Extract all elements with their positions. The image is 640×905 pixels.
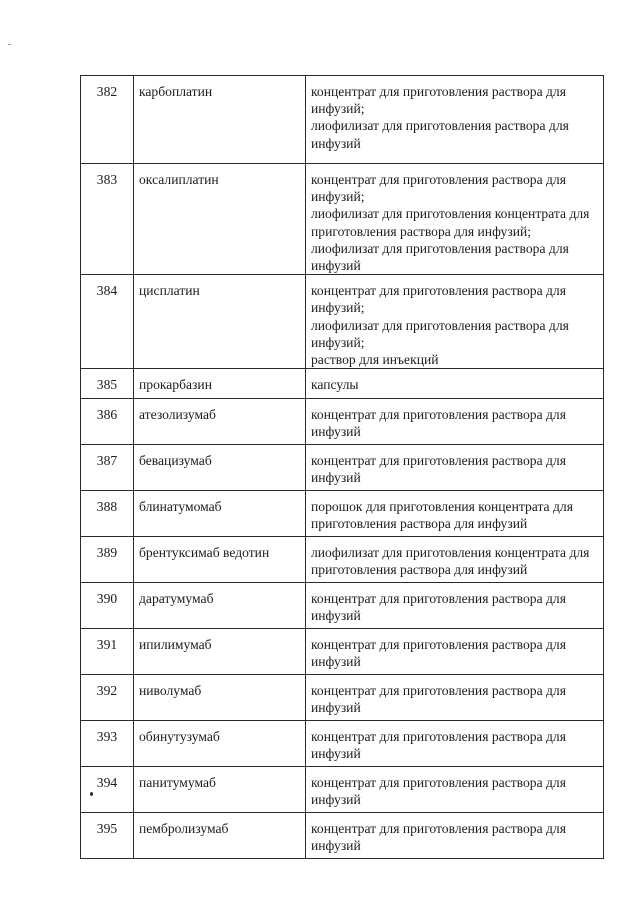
dosage-form: лиофилизат для приготовления раствора для инфузий; xyxy=(311,317,569,350)
drug-name: обинутузумаб xyxy=(134,721,306,767)
dosage-form: концентрат для приготовления раствора для инфузий xyxy=(311,775,566,808)
dosage-forms xyxy=(306,537,604,583)
dosage-form: лиофилизат для приготовления концентрата для приготовления раствора для инфузий; xyxy=(311,206,590,239)
dosage-form: концентрат для приготовления раствора для инфузий xyxy=(311,637,566,670)
scan-dot xyxy=(90,792,93,796)
drug-name: ипилимумаб xyxy=(134,629,306,675)
table-row xyxy=(81,491,604,537)
table-row xyxy=(81,76,604,164)
table-row xyxy=(81,721,604,767)
row-number: 391 xyxy=(81,629,134,675)
dosage-form: концентрат для приготовления раствора для инфузий; xyxy=(311,172,566,205)
dosage-form: лиофилизат для приготовления раствора для инфузий xyxy=(311,240,569,274)
drug-name: атезолизумаб xyxy=(134,399,306,445)
row-number: 389 xyxy=(81,537,134,583)
dosage-form: лиофилизат для приготовления концентрата для приготовления раствора для инфузий xyxy=(311,545,590,578)
table-row xyxy=(81,813,604,859)
dosage-form: концентрат для приготовления раствора для инфузий; xyxy=(311,283,566,316)
table-row xyxy=(81,164,604,275)
table-row xyxy=(81,583,604,629)
dosage-form: концентрат для приготовления раствора для инфузий; xyxy=(311,84,566,117)
drug-name: панитумумаб xyxy=(134,767,306,813)
drug-name: цисплатин xyxy=(134,275,306,369)
dosage-forms xyxy=(306,721,604,767)
dosage-forms xyxy=(306,275,604,369)
drug-name: блинатумомаб xyxy=(134,491,306,537)
table-row xyxy=(81,399,604,445)
table-row xyxy=(81,767,604,813)
row-number: 390 xyxy=(81,583,134,629)
dosage-forms xyxy=(306,675,604,721)
dosage-forms xyxy=(306,491,604,537)
drug-name: пембролизумаб xyxy=(134,813,306,859)
row-number: 384 xyxy=(81,275,134,369)
dosage-form: концентрат для приготовления раствора для инфузий xyxy=(311,729,566,762)
dosage-forms xyxy=(306,369,604,399)
table-row xyxy=(81,369,604,399)
drug-name: даратумумаб xyxy=(134,583,306,629)
row-number: 392 xyxy=(81,675,134,721)
table-row xyxy=(81,445,604,491)
dosage-form: раствор для инъекций xyxy=(311,352,439,368)
row-number: 395 xyxy=(81,813,134,859)
row-number: 386 xyxy=(81,399,134,445)
row-number: 394 xyxy=(81,767,134,813)
drug-name: карбоплатин xyxy=(134,76,306,164)
scan-artifact xyxy=(8,44,11,45)
table-row xyxy=(81,629,604,675)
dosage-forms xyxy=(306,813,604,859)
dosage-forms xyxy=(306,629,604,675)
dosage-form: концентрат для приготовления раствора для инфузий xyxy=(311,453,566,486)
drug-table-body xyxy=(81,76,604,859)
dosage-form: концентрат для приготовления раствора для инфузий xyxy=(311,591,566,624)
dosage-form: концентрат для приготовления раствора для инфузий xyxy=(311,407,566,440)
table-row xyxy=(81,675,604,721)
row-number: 393 xyxy=(81,721,134,767)
drug-name: брентуксимаб ведотин xyxy=(134,537,306,583)
dosage-forms xyxy=(306,76,604,164)
dosage-forms xyxy=(306,445,604,491)
dosage-form: лиофилизат для приготовления раствора для инфузий xyxy=(311,118,569,151)
dosage-forms xyxy=(306,399,604,445)
row-number: 388 xyxy=(81,491,134,537)
table-row xyxy=(81,537,604,583)
dosage-form: концентрат для приготовления раствора для инфузий xyxy=(311,821,566,854)
dosage-forms xyxy=(306,164,604,275)
dosage-form: порошок для приготовления концентрата для приготовления раствора для инфузий xyxy=(311,499,573,532)
drug-table xyxy=(80,75,604,859)
table-row xyxy=(81,275,604,369)
dosage-form: концентрат для приготовления раствора для инфузий xyxy=(311,683,566,716)
dosage-form: капсулы xyxy=(311,377,359,393)
row-number: 382 xyxy=(81,76,134,164)
row-number: 385 xyxy=(81,369,134,399)
row-number: 383 xyxy=(81,164,134,275)
drug-name: оксалиплатин xyxy=(134,164,306,275)
row-number: 387 xyxy=(81,445,134,491)
drug-name: ниволумаб xyxy=(134,675,306,721)
drug-name: прокарбазин xyxy=(134,369,306,399)
dosage-forms xyxy=(306,583,604,629)
drug-name: бевацизумаб xyxy=(134,445,306,491)
dosage-forms xyxy=(306,767,604,813)
